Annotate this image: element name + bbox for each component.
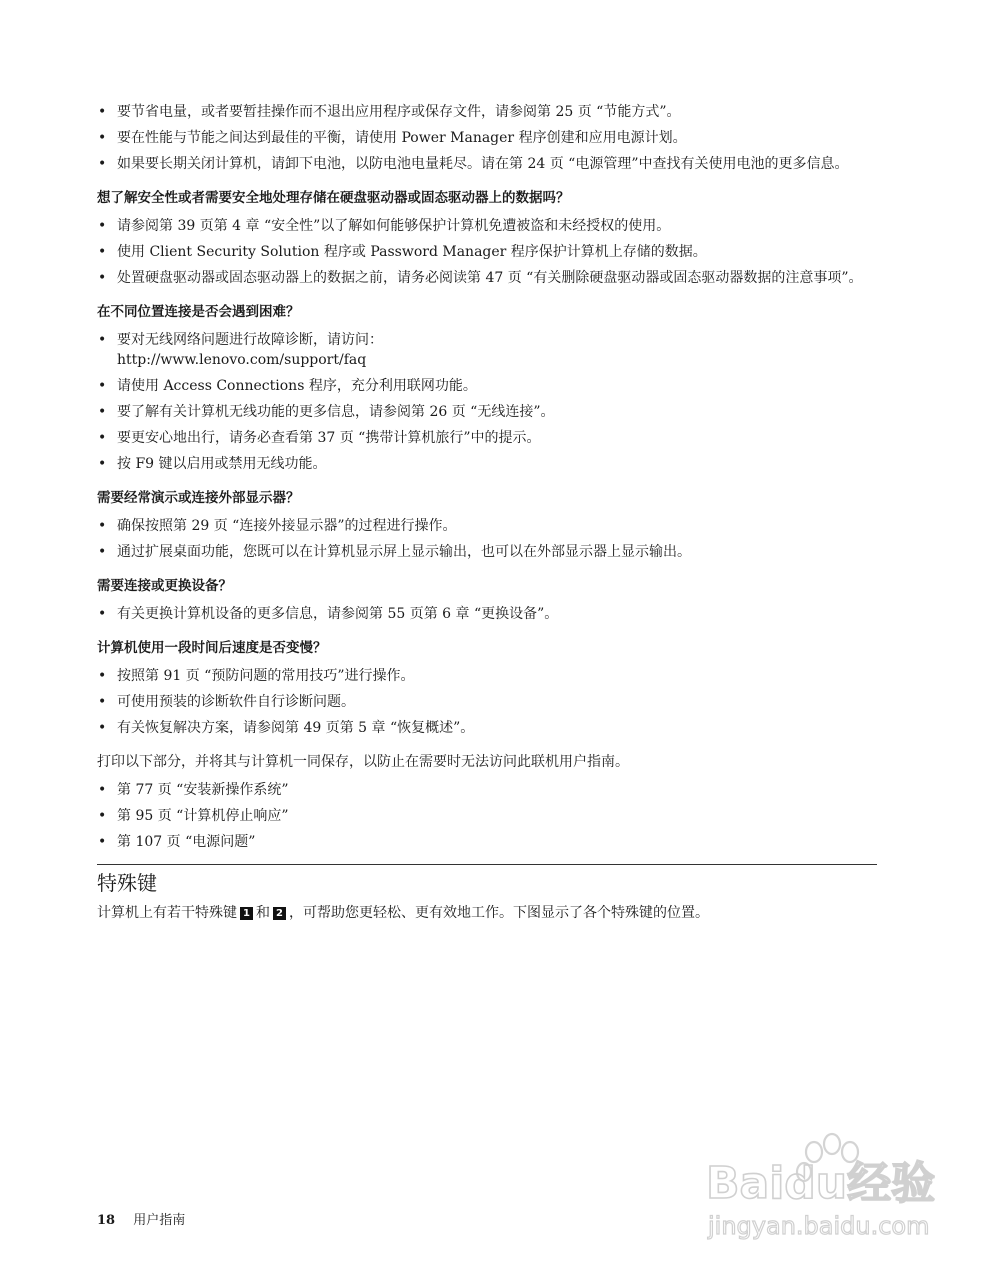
bullet-icon: •: [98, 430, 107, 446]
bullet-list-display: [97, 516, 877, 562]
list-item: • 第 107 页 “电源问题”: [98, 834, 256, 850]
watermark-logo-text: Baidu经验: [706, 1158, 936, 1209]
bullet-icon: •: [98, 218, 107, 234]
bullet-icon: •: [98, 834, 107, 850]
page-footer: [97, 1209, 185, 1228]
list-item: • 要了解有关计算机无线功能的更多信息，请参阅第 26 页 “无线连接”。: [98, 404, 555, 420]
list-item: • 有关恢复解决方案，请参阅第 49 页第 5 章 “恢复概述”。: [98, 720, 475, 736]
bullet-icon: •: [98, 378, 107, 394]
list-item: • 通过扩展桌面功能，您既可以在计算机显示屏上显示输出，也可以在外部显示器上显示输出。: [98, 544, 691, 560]
list-item: • 处置硬盘驱动器或固态驱动器上的数据之前，请务必阅读第 47 页 “有关删除硬盘驱动器或固态驱动器数据的注意事项”。: [98, 270, 863, 286]
key-callout-1: 1: [240, 907, 253, 920]
list-item: • 第 77 页 “安装新操作系统”: [98, 782, 289, 798]
bullet-list-print: [97, 780, 877, 852]
bullet-icon: •: [98, 782, 107, 798]
watermark-url: jingyan.baidu.com: [708, 1212, 930, 1240]
section-heading-performance: 计算机使用一段时间后速度是否变慢？: [97, 640, 327, 656]
baidu-watermark: [706, 1130, 956, 1240]
bullet-icon: •: [98, 404, 107, 420]
bullet-icon: •: [98, 244, 107, 260]
print-note-text: 打印以下部分，并将其与计算机一同保存，以防止在需要时无法访问此联机用户指南。: [97, 754, 629, 770]
bullet-icon: •: [98, 332, 107, 348]
bullet-list-security: [97, 216, 877, 288]
list-item: • 按 F9 键以启用或禁用无线功能。: [98, 456, 327, 472]
footer-label: 用户指南: [133, 1213, 186, 1228]
special-keys-text: 计算机上有若干特殊键 1 和 2 ，可帮助您更轻松、更有效地工作。下图显示了各个特殊键的位置。: [97, 905, 709, 921]
paw-icon: [706, 1130, 956, 1240]
bullet-icon: •: [98, 808, 107, 824]
support-link[interactable]: http://www.lenovo.com/support/faq: [117, 352, 367, 368]
bullet-icon: •: [98, 130, 107, 146]
bullet-icon: •: [98, 518, 107, 534]
list-item: • 可使用预装的诊断软件自行诊断问题。: [98, 694, 355, 710]
section-heading-connection: 在不同位置连接是否会遇到困难？: [97, 304, 300, 320]
bullet-list-power: [97, 102, 877, 174]
list-item: • 如果要长期关闭计算机，请卸下电池，以防电池电量耗尽。请在第 24 页 “电源管理”中查找有关使用电池的更多信息。: [98, 156, 849, 172]
bullet-icon: •: [98, 668, 107, 684]
section-heading-display: 需要经常演示或连接外部显示器？: [97, 490, 300, 506]
bullet-list-performance: [97, 666, 877, 738]
bullet-list-devices: [97, 604, 877, 624]
list-item: • 请使用 Access Connections 程序，充分利用联网功能。: [98, 378, 477, 394]
bullet-icon: •: [98, 270, 107, 286]
key-callout-2: 2: [273, 907, 286, 920]
list-item: • 要在性能与节能之间达到最佳的平衡，请使用 Power Manager 程序创建和应用电源计划。: [98, 130, 687, 146]
list-item: • 要对无线网络问题进行故障诊断，请访问： http://www.lenovo.com/support/faq: [98, 332, 383, 368]
bullet-icon: •: [98, 456, 107, 472]
list-item: • 按照第 91 页 “预防问题的常用技巧”进行操作。: [98, 668, 415, 684]
page-number: 18: [97, 1213, 116, 1228]
bullet-list-connection: [97, 330, 877, 474]
list-item: • 请参阅第 39 页第 4 章 “安全性”以了解如何能够保护计算机免遭被盗和未经授权的使用。: [98, 218, 671, 234]
bullet-icon: •: [98, 104, 107, 120]
list-item: • 确保按照第 29 页 “连接外接显示器”的过程进行操作。: [98, 518, 457, 534]
list-item: • 第 95 页 “计算机停止响应”: [98, 808, 289, 824]
section-divider: [97, 864, 877, 865]
bullet-icon: •: [98, 720, 107, 736]
section-heading-devices: 需要连接或更换设备？: [97, 578, 232, 594]
page-content: [97, 102, 877, 923]
list-item: • 有关更换计算机设备的更多信息，请参阅第 55 页第 6 章 “更换设备”。: [98, 606, 559, 622]
section-heading-security: 想了解安全性或者需要安全地处理存储在硬盘驱动器或固态驱动器上的数据吗？: [97, 190, 570, 206]
special-keys-title: 特殊键: [97, 871, 157, 895]
list-item: • 要节省电量，或者要暂挂操作而不退出应用程序或保存文件，请参阅第 25 页 “节能方式”。: [98, 104, 681, 120]
list-item: • 要更安心地出行，请务必查看第 37 页 “携带计算机旅行”中的提示。: [98, 430, 541, 446]
bullet-icon: •: [98, 544, 107, 560]
list-item: • 使用 Client Security Solution 程序或 Password Manager 程序保护计算机上存储的数据。: [98, 244, 707, 260]
bullet-icon: •: [98, 606, 107, 622]
bullet-icon: •: [98, 156, 107, 172]
bullet-icon: •: [98, 694, 107, 710]
